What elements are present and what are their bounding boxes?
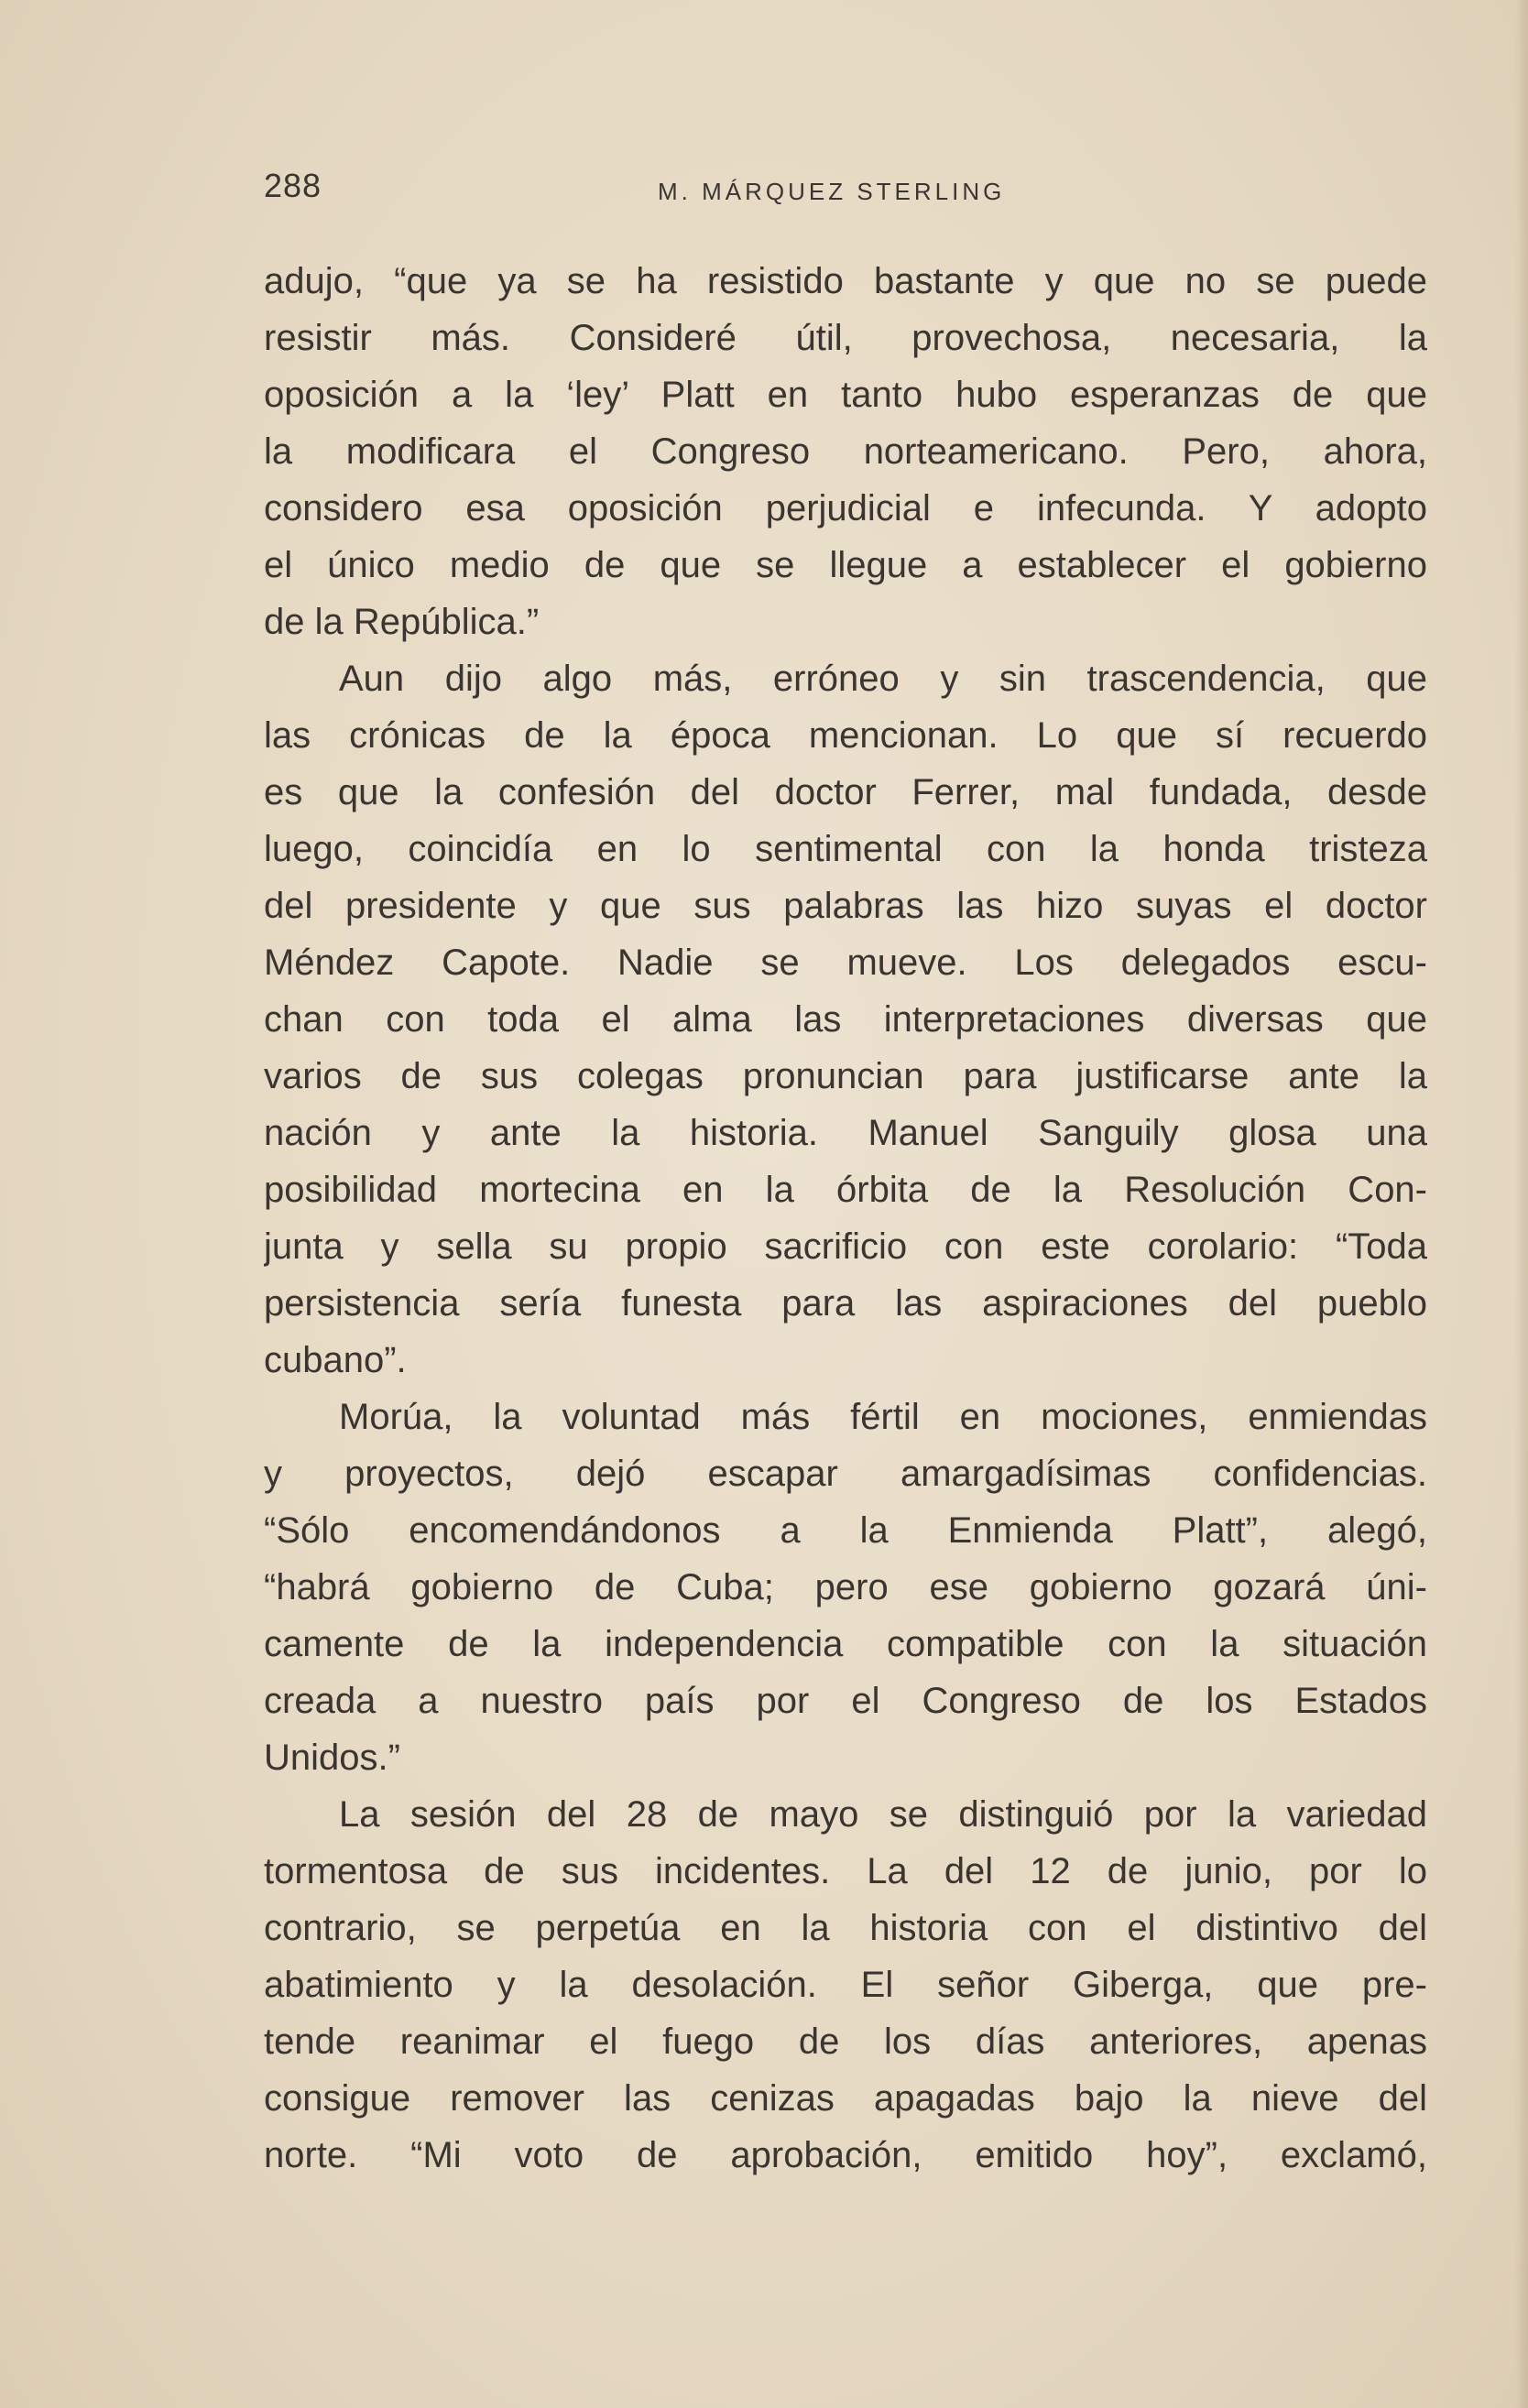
text-line: norte. “Mi voto de aprobación, emitido hoy”, exclamó, xyxy=(264,2135,1427,2175)
text-line: considero esa oposición perjudicial e infecunda. Y adopto xyxy=(264,488,1427,528)
text-line: posibilidad mortecina en la órbita de la Resolución Con- xyxy=(264,1170,1427,1210)
text-line: es que la confesión del doctor Ferrer, mal fundada, desde xyxy=(264,772,1427,812)
text-line: del presidente y que sus palabras las hizo suyas el doctor xyxy=(264,886,1427,926)
text-line: consigue remover las cenizas apagadas bajo la nieve del xyxy=(264,2078,1427,2119)
text-line: nación y ante la historia. Manuel Sanguily glosa una xyxy=(264,1113,1427,1153)
text-line: de la República.” xyxy=(264,602,540,642)
text-line: y proyectos, dejó escapar amargadísimas confidencias. xyxy=(264,1454,1427,1494)
text-line: Unidos.” xyxy=(264,1738,400,1778)
text-line: luego, coincidía en lo sentimental con la honda tristeza xyxy=(264,829,1427,869)
text-line: el único medio de que se llegue a establecer el gobierno xyxy=(264,545,1427,585)
text-line: varios de sus colegas pronuncian para justificarse ante la xyxy=(264,1056,1427,1096)
text-line: tormentosa de sus incidentes. La del 12 de junio, por lo xyxy=(264,1851,1427,1891)
text-line: adujo, “que ya se ha resistido bastante y que no se puede xyxy=(264,261,1427,301)
page-header xyxy=(264,167,1427,222)
body-text xyxy=(264,253,1427,2184)
text-line: las crónicas de la época mencionan. Lo que sí recuerdo xyxy=(264,715,1427,756)
text-line: camente de la independencia compatible con la situación xyxy=(264,1624,1427,1664)
text-line: Méndez Capote. Nadie se mueve. Los delegados escu- xyxy=(264,942,1427,983)
running-head: M. MÁRQUEZ STERLING xyxy=(658,178,1006,205)
text-line: abatimiento y la desolación. El señor Giberga, que pre- xyxy=(264,1965,1427,2005)
text-line: chan con toda el alma las interpretaciones diversas que xyxy=(264,999,1427,1040)
text-line: Morúa, la voluntad más fértil en mociones, enmiendas xyxy=(339,1397,1427,1437)
text-line: “habrá gobierno de Cuba; pero ese gobierno gozará úni- xyxy=(264,1567,1427,1607)
text-line: junta y sella su propio sacrificio con este corolario: “Toda xyxy=(264,1226,1427,1267)
text-line: creada a nuestro país por el Congreso de los Estados xyxy=(264,1681,1427,1721)
text-line: cubano”. xyxy=(264,1340,407,1380)
text-line: resistir más. Consideré útil, provechosa, necesaria, la xyxy=(264,318,1427,358)
text-line: oposición a la ‘ley’ Platt en tanto hubo esperanzas de que xyxy=(264,375,1427,415)
page-number: 288 xyxy=(264,167,322,204)
text-line: Aun dijo algo más, erróneo y sin trascendencia, que xyxy=(339,659,1427,699)
text-line: persistencia sería funesta para las aspiraciones del pueblo xyxy=(264,1283,1427,1324)
text-line: tende reanimar el fuego de los días anteriores, apenas xyxy=(264,2021,1427,2062)
text-line: la modificara el Congreso norteamericano. Pero, ahora, xyxy=(264,431,1427,472)
text-line: “Sólo encomendándonos a la Enmienda Platt”, alegó, xyxy=(264,1510,1427,1551)
text-line: La sesión del 28 de mayo se distinguió por la variedad xyxy=(339,1794,1427,1835)
page-edge-shadow xyxy=(1515,0,1528,2408)
text-line: contrario, se perpetúa en la historia con el distintivo del xyxy=(264,1908,1427,1948)
